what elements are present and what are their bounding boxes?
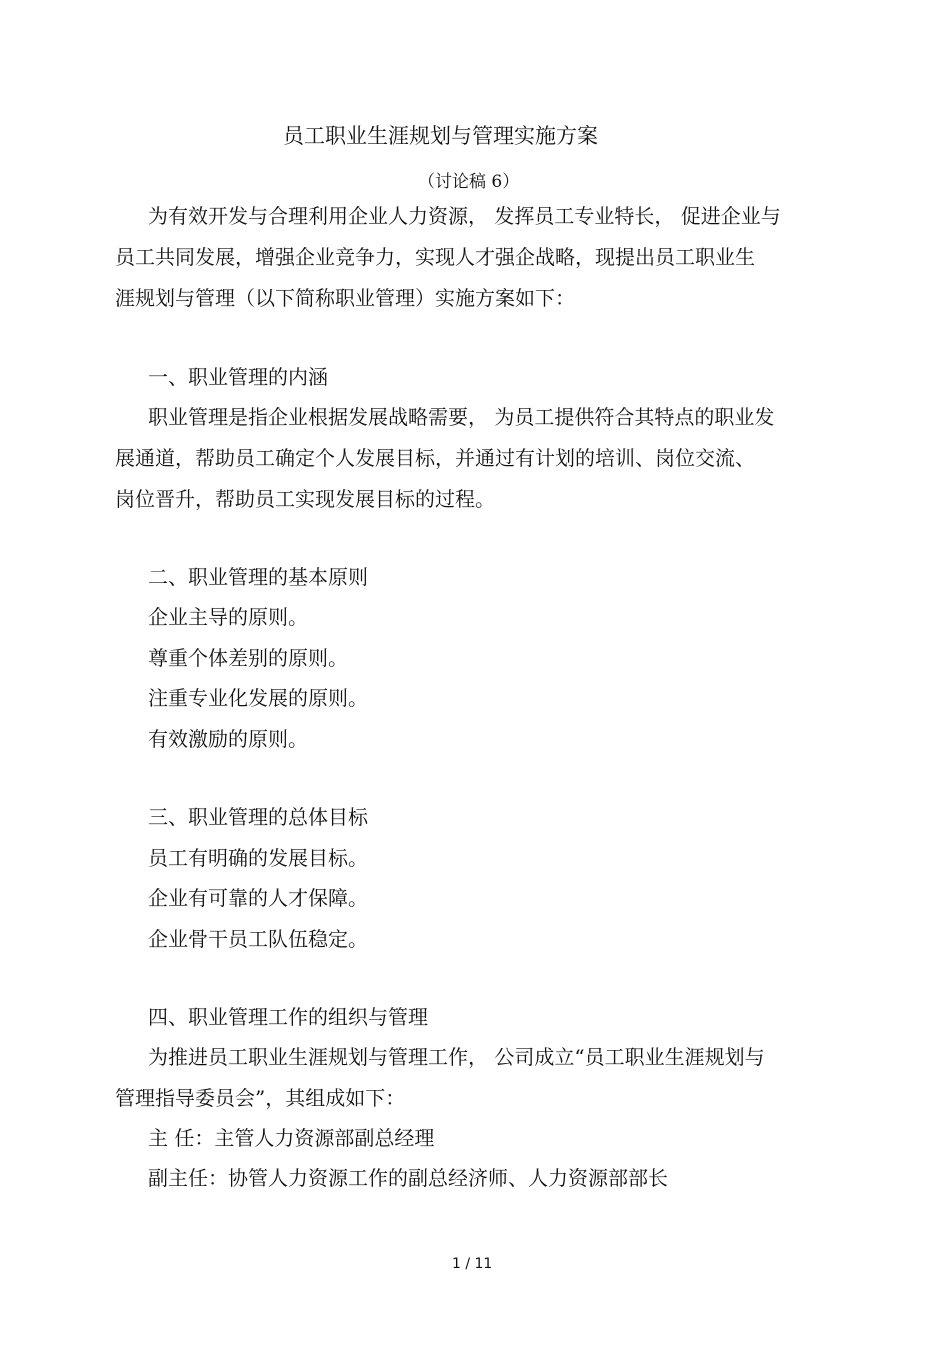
section-3-item-2: 企业有可靠的人才保障。 [148, 886, 368, 910]
section-4-line-2: 管理指导委员会”，其组成如下： [115, 1086, 406, 1110]
section-3-item-3: 企业骨干员工队伍稳定。 [148, 927, 368, 951]
section-3-heading: 三、职业管理的总体目标 [148, 805, 368, 829]
section-4-director: 主 任：主管人力资源部副总经理 [148, 1126, 435, 1150]
section-2-item-3: 注重专业化发展的原则。 [148, 686, 368, 710]
section-1-line-3: 岗位晋升，帮助员工实现发展目标的过程。 [115, 487, 495, 511]
intro-line-2: 员工共同发展，增强企业竞争力，实现人才强企战略，现提出员工职业生 [115, 245, 755, 269]
intro-line-3: 涯规划与管理（以下简称职业管理）实施方案如下： [115, 286, 575, 310]
intro-line-1: 为有效开发与合理利用企业人力资源， 发挥员工专业特长， 促进企业与 [148, 204, 781, 228]
section-1-line-1: 职业管理是指企业根据发展战略需要， 为员工提供符合其特点的职业发 [148, 405, 775, 429]
section-1-heading: 一、职业管理的内涵 [148, 365, 328, 389]
section-1-line-2: 展通道，帮助员工确定个人发展目标，并通过有计划的培训、岗位交流、 [115, 446, 755, 470]
section-4-deputy: 副主任：协管人力资源工作的副总经济师、人力资源部部长 [148, 1166, 668, 1190]
document-title: 员工职业生涯规划与管理实施方案 [283, 124, 598, 148]
section-2-item-1: 企业主导的原则。 [148, 605, 308, 629]
section-2-heading: 二、职业管理的基本原则 [148, 565, 368, 589]
page-number: 1 / 11 [452, 1256, 493, 1272]
section-4-line-1: 为推进员工职业生涯规划与管理工作， 公司成立“员工职业生涯规划与 [148, 1045, 765, 1069]
section-3-item-1: 员工有明确的发展目标。 [148, 846, 368, 870]
section-4-heading: 四、职业管理工作的组织与管理 [148, 1005, 428, 1029]
document-subtitle: （讨论稿 6） [418, 172, 520, 192]
section-2-item-2: 尊重个体差别的原则。 [148, 646, 348, 670]
section-2-item-4: 有效激励的原则。 [148, 727, 308, 751]
